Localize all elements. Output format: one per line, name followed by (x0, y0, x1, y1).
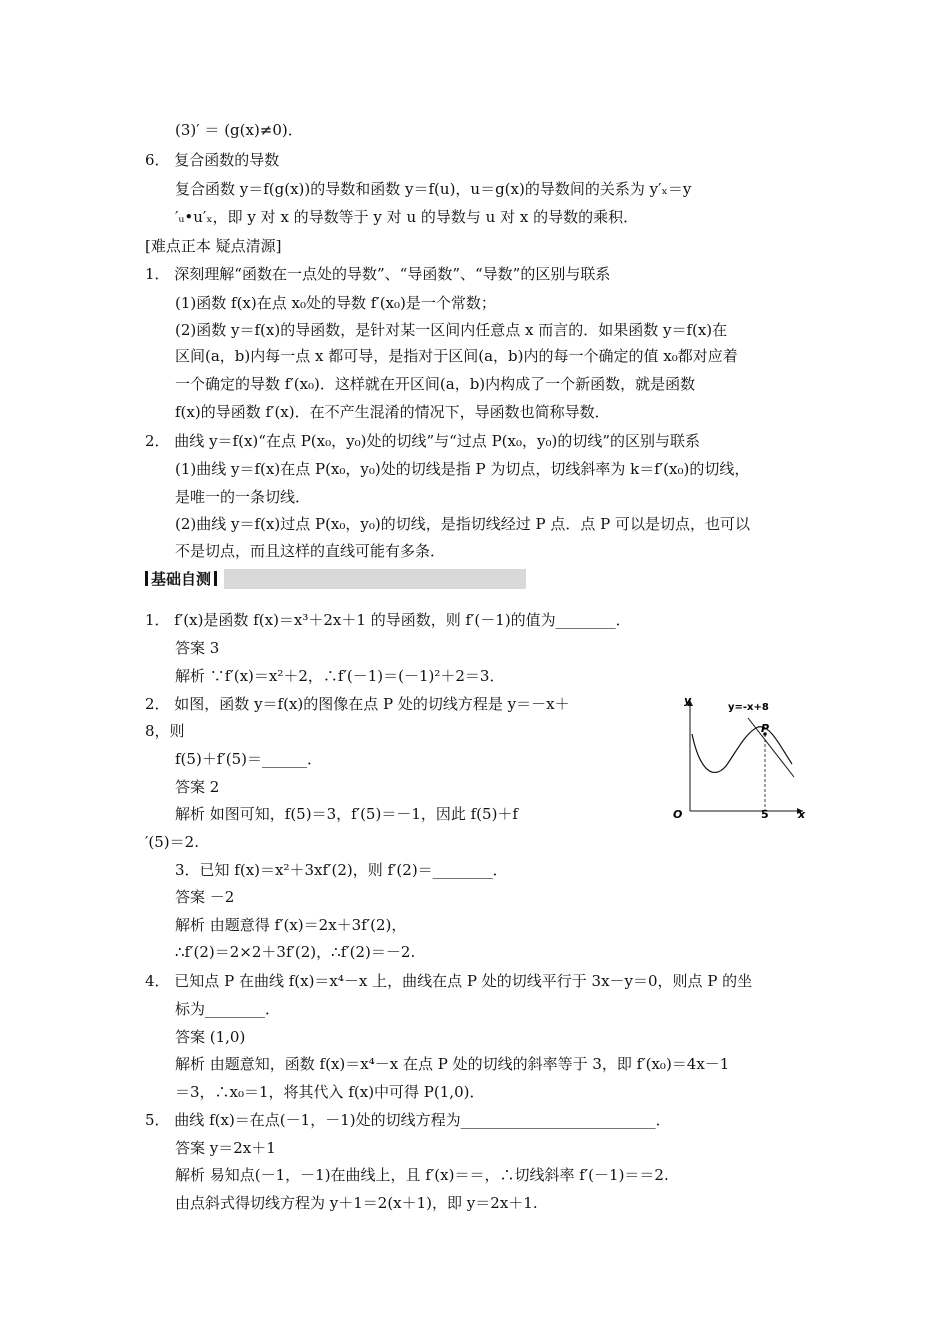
text-line: [难点正本 疑点清源] (145, 237, 282, 255)
text-line: 1． f′(x)是函数 f(x)＝x³＋2x＋1 的导函数，则 f′(－1)的值为________． (145, 611, 631, 629)
text-line: 解析 易知点(－1，－1)在曲线上，且 f′(x)＝＝，∴切线斜率 f′(－1)＝＝2. (175, 1166, 669, 1184)
text-line: 答案 3 (175, 639, 220, 657)
text-line: 复合函数 y＝f(g(x))的导数和函数 y＝f(u)，u＝g(x)的导数间的关系为 y′ₓ＝y (175, 180, 692, 198)
section-bar-right (214, 571, 217, 586)
y-axis-label: y (684, 694, 692, 707)
text-line: ′ᵤ•u′ₓ，即 y 对 x 的导数等于 y 对 u 的导数与 u 对 x 的导数的乘积． (175, 208, 639, 226)
text-line: 标为________． (175, 1000, 281, 1018)
tick-label-5: 5 (761, 808, 769, 820)
x-axis-label: x (798, 808, 806, 820)
text-line: 不是切点，而且这样的直线可能有多条． (175, 542, 446, 560)
text-line: 答案 (1,0) (175, 1028, 246, 1046)
text-line: ∴f′(2)＝2×2＋3f′(2)，∴f′(2)＝－2. (175, 943, 416, 961)
text-line: f(5)＋f′(5)＝______． (175, 750, 323, 768)
text-line: 解析 ∵f′(x)＝x²＋2，∴f′(－1)＝(－1)²＋2＝3． (175, 667, 505, 685)
text-line: 5． 曲线 f(x)＝在点(－1，－1)处的切线方程为__________________________． (145, 1111, 671, 1129)
text-line: 2． 如图，函数 y＝f(x)的图像在点 P 处的切线方程是 y＝－x＋ (145, 695, 570, 713)
text-line: 8，则 (145, 722, 185, 740)
text-line: 是唯一的一条切线． (175, 488, 311, 506)
section-title (140, 569, 224, 589)
text-line: (2)函数 y＝f(x)的导函数，是针对某一区间内任意点 x 而言的．如果函数 y＝f(x)在 (175, 321, 728, 339)
text-line: 2． 曲线 y＝f(x)“在点 P(x₀，y₀)处的切线”与“过点 P(x₀，y₀)的切线”的区别与联系 (145, 432, 700, 450)
text-line: (2)曲线 y＝f(x)过点 P(x₀，y₀)的切线，是指切线经过 P 点．点 P 可以是切点，也可以 (175, 515, 750, 533)
text-line: 1． 深刻理解“函数在一点处的导数”、“导函数”、“导数”的区别与联系 (145, 265, 611, 283)
text-line: 解析 由题意知，函数 f(x)＝x⁴－x 在点 P 处的切线的斜率等于 3，即 f′(x₀)＝4x－1 (175, 1055, 730, 1073)
text-line: 解析 如图可知，f(5)＝3，f′(5)＝－1，因此 f(5)＋f (175, 805, 518, 823)
curve (692, 727, 792, 773)
tangent-label: y=-x+8 (728, 702, 769, 713)
point-p-label: P (761, 722, 770, 735)
origin-label: O (673, 808, 683, 820)
function-graph (668, 694, 808, 820)
text-line: (1)函数 f(x)在点 x₀处的导数 f′(x₀)是一个常数； (175, 294, 496, 312)
text-line: ′(5)＝2. (145, 833, 199, 851)
text-line: 区间(a，b)内每一点 x 都可导，是指对于区间(a，b)内的每一个确定的值 x₀都对应着 (175, 347, 738, 365)
text-line: 答案 －2 (175, 888, 235, 906)
text-line: 答案 2 (175, 778, 220, 796)
text-line: (1)曲线 y＝f(x)在点 P(x₀，y₀)处的切线是指 P 为切点，切线斜率为 k＝f′(x₀)的切线， (175, 460, 750, 478)
text-line: 答案 y＝2x＋1 (175, 1139, 276, 1157)
text-line: 3．已知 f(x)＝x²＋3xf′(2)，则 f′(2)＝________． (175, 861, 508, 879)
text-line: f(x)的导函数 f′(x)．在不产生混淆的情况下，导函数也简称导数． (175, 403, 610, 421)
text-line: (3)′ ＝ (g(x)≠0)． (175, 121, 303, 139)
section-title-text: 基础自测 (151, 570, 212, 588)
text-line: 4． 已知点 P 在曲线 f(x)＝x⁴－x 上，曲线在点 P 处的切线平行于 3x－y＝0，则点 P 的坐 (145, 972, 753, 990)
text-line: ＝3，∴x₀＝1，将其代入 f(x)中可得 P(1,0)． (175, 1083, 485, 1101)
tangent-line (748, 718, 794, 777)
text-line: 一个确定的导数 f′(x₀)．这样就在开区间(a，b)内构成了一个新函数，就是函数 (175, 375, 696, 393)
text-line: 解析 由题意得 f′(x)＝2x＋3f′(2)， (175, 916, 407, 934)
section-header (140, 569, 526, 589)
text-line: 6． 复合函数的导数 (145, 151, 280, 169)
section-bar-left (145, 571, 148, 586)
text-line: 由点斜式得切线方程为 y＋1＝2(x＋1)，即 y＝2x＋1. (175, 1194, 538, 1212)
